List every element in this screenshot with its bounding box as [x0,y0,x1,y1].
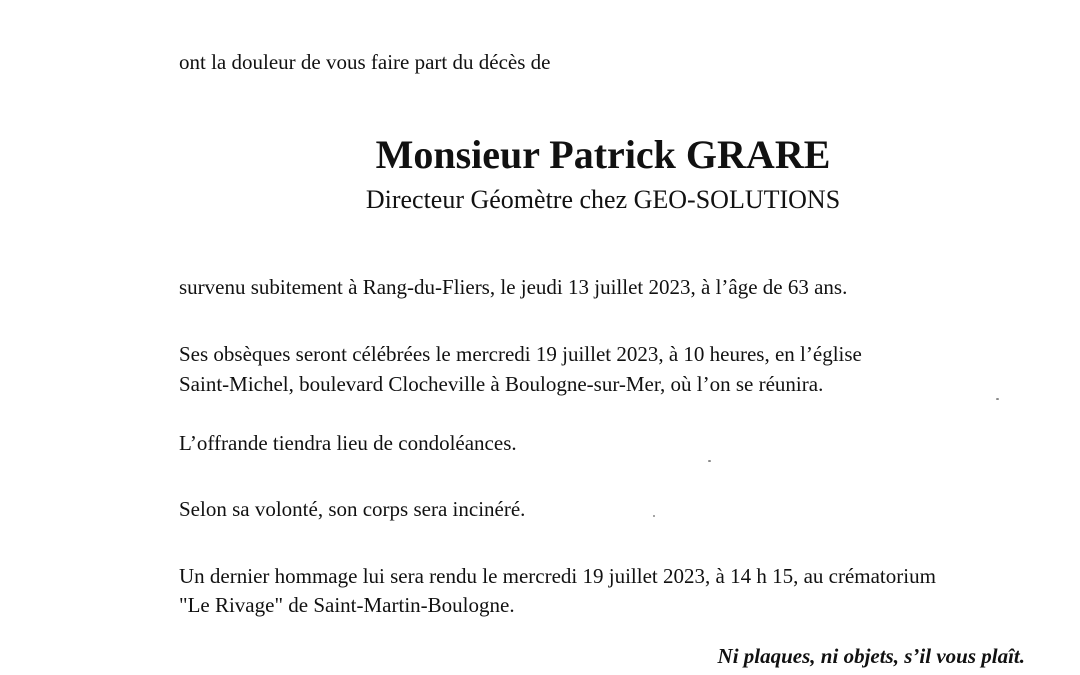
scan-speck [653,515,655,517]
tribute-details-line-1: Un dernier hommage lui sera rendu le mercredi 19 juillet 2023, à 14 h 15, au crématorium [179,564,936,588]
scan-speck [996,398,999,400]
offering-note: L’offrande tiendra lieu de condoléances. [179,431,517,455]
funeral-details-line-1: Ses obsèques seront célébrées le mercredi 19 juillet 2023, à 10 heures, en l’église [179,342,862,366]
funeral-details-line-2: Saint-Michel, boulevard Clocheville à Boulogne-sur-Mer, où l’on se réunira. [179,372,824,396]
closing-request: Ni plaques, ni objets, s’il vous plaît. [717,644,1025,668]
cremation-note: Selon sa volonté, son corps sera incinéré. [179,497,526,521]
deceased-name: Monsieur Patrick GRARE [375,132,831,177]
tribute-details-line-2: "Le Rivage" de Saint-Martin-Boulogne. [179,593,515,617]
intro-text: ont la douleur de vous faire part du décès de [179,50,551,74]
deceased-role: Directeur Géomètre chez GEO-SOLUTIONS [365,185,841,214]
scan-speck [708,460,711,462]
death-announcement: survenu subitement à Rang-du-Fliers, le jeudi 13 juillet 2023, à l’âge de 63 ans. [179,275,848,299]
